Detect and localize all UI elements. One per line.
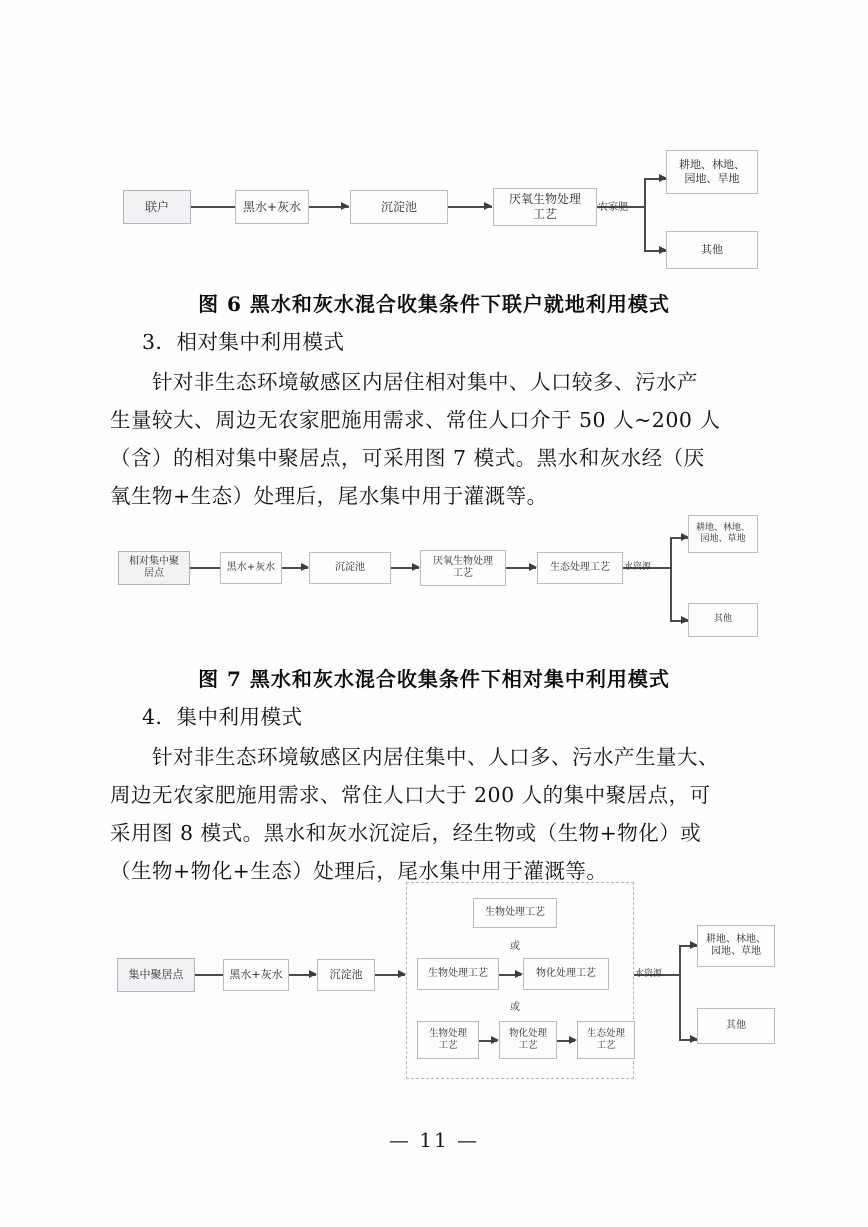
figure8-node-option2-phys: 物化处理工艺 [523, 958, 609, 990]
figure7-trunk [670, 537, 672, 621]
page-number: — 11 — [388, 1128, 480, 1152]
figure7-land-line2: 园地、草地 [700, 534, 746, 544]
figure8-or-label-1: 或 [510, 941, 520, 952]
figure6-node-anaerobic [493, 188, 597, 226]
section-4-line-4: （生物+物化+生态）处理后，尾水集中用于灌溉等。 [110, 859, 608, 883]
figure7-source-line2: 居点 [144, 568, 164, 579]
figure6-trunk [644, 178, 646, 252]
figure8-node-option1-bio: 生物处理工艺 [473, 898, 557, 928]
figure6-node-wastewater: 黑水+灰水 [235, 190, 309, 224]
figure7-node-wastewater: 黑水+灰水 [220, 552, 282, 584]
figure8-arrow-3 [398, 970, 406, 978]
section-4-line-2: 周边无农家肥施用需求、常住人口大于 200 人的集中聚居点，可 [110, 783, 711, 807]
figure8-option3-phys-line1: 物化处理 [508, 1028, 547, 1040]
figure6-node-source: 联户 [123, 190, 191, 224]
figure6-anaerobic-line2: 工艺 [532, 207, 557, 221]
section-3-line-3: （含）的相对集中聚居点，可采用图 7 模式。黑水和灰水经（厌 [110, 446, 705, 470]
figure8-node-source: 集中聚居点 [117, 958, 195, 992]
figure7-arrow-2 [301, 563, 309, 571]
figure8-arrow-2 [309, 970, 317, 978]
section-3-line-4: 氧生物+生态）处理后，尾水集中用于灌溉等。 [110, 484, 548, 508]
figure7-connector-1 [190, 567, 220, 569]
section-3-line-1: 针对非生态环境敏感区内居住相对集中、人口较多、污水产 [152, 370, 698, 394]
figure-6-caption: 图 6 黑水和灰水混合收集条件下联户就地利用模式 [198, 292, 670, 316]
figure7-arrow-3 [412, 563, 420, 571]
figure8-edge-label-water-resource: 水资源 [635, 969, 663, 979]
figure8-node-option3-eco [577, 1021, 635, 1059]
section-3-heading: 3．相对集中利用模式 [142, 330, 345, 354]
figure8-land-line2: 园地、草地 [711, 946, 761, 957]
figure8-node-option2-bio: 生物处理工艺 [417, 958, 499, 990]
figure6-connector-1 [191, 206, 235, 208]
figure8-node-wastewater: 黑水+灰水 [223, 959, 289, 991]
figure7-land-line1: 耕地、林地、 [695, 522, 750, 533]
figure7-edge-label-water-resource: 水资源 [624, 562, 652, 572]
figure8-trunk [679, 945, 681, 1040]
figure8-node-other: 其他 [697, 1008, 775, 1044]
figure7-node-anaerobic [420, 550, 506, 586]
figure8-arrow-option2 [515, 970, 523, 978]
figure6-edge-label-manure: 农家肥 [598, 202, 628, 213]
figure6-node-land [666, 150, 758, 194]
figure8-node-option3-bio [417, 1021, 479, 1059]
figure7-node-source [118, 551, 190, 585]
section-4-paragraph [110, 738, 762, 890]
figure7-arrow-4 [529, 563, 537, 571]
figure8-option3-eco-line1: 生态处理 [586, 1028, 625, 1040]
section-4-line-1: 针对非生态环境敏感区内居住集中、人口多、污水产生量大、 [152, 745, 719, 769]
figure7-source-line1: 相对集中聚 [129, 555, 179, 567]
figure8-or-label-2: 或 [510, 1002, 520, 1013]
figure7-node-settling-tank: 沉淀池 [309, 552, 391, 584]
figure8-land-line1: 耕地、林地、 [706, 933, 766, 945]
figure8-option3-eco-line2: 工艺 [596, 1040, 616, 1051]
figure6-arrow-2 [341, 202, 349, 210]
section-3-line-2: 生量较大、周边无农家肥施用需求、常住人口介于 50 人~200 人 [110, 408, 721, 432]
figure7-node-land [688, 515, 758, 553]
figure6-node-other: 其他 [666, 231, 758, 269]
section-3-paragraph [110, 363, 762, 515]
figure6-land-line2: 园地、旱地 [684, 172, 740, 185]
figure7-node-eco: 生态处理工艺 [537, 552, 623, 584]
section-4-line-3: 采用图 8 模式。黑水和灰水沉淀后，经生物或（生物+物化）或 [110, 821, 702, 845]
figure8-arrow-option3-a [491, 1036, 499, 1044]
figure-7-caption: 图 7 黑水和灰水混合收集条件下相对集中利用模式 [198, 667, 670, 691]
figure7-anaerobic-line1: 厌氧生物处理 [433, 555, 493, 567]
figure8-option3-bio-line1: 生物处理 [428, 1028, 467, 1040]
figure8-connector-1 [195, 974, 223, 976]
figure8-arrow-option3-b [569, 1036, 577, 1044]
figure6-node-settling-tank: 沉淀池 [350, 190, 448, 224]
figure8-option3-bio-line2: 工艺 [438, 1040, 458, 1051]
figure6-land-line1: 耕地、林地、 [679, 158, 745, 172]
figure8-node-land [697, 925, 775, 967]
section-4-heading: 4．集中利用模式 [142, 705, 303, 729]
figure8-option3-phys-line2: 工艺 [518, 1040, 538, 1051]
figure6-arrow-3 [484, 202, 492, 210]
figure7-node-other: 其他 [688, 603, 758, 637]
figure8-node-settling-tank: 沉淀池 [317, 959, 375, 991]
figure8-node-option3-phys [499, 1021, 557, 1059]
figure6-anaerobic-line1: 厌氧生物处理 [508, 192, 581, 206]
figure7-anaerobic-line2: 工艺 [453, 568, 473, 579]
